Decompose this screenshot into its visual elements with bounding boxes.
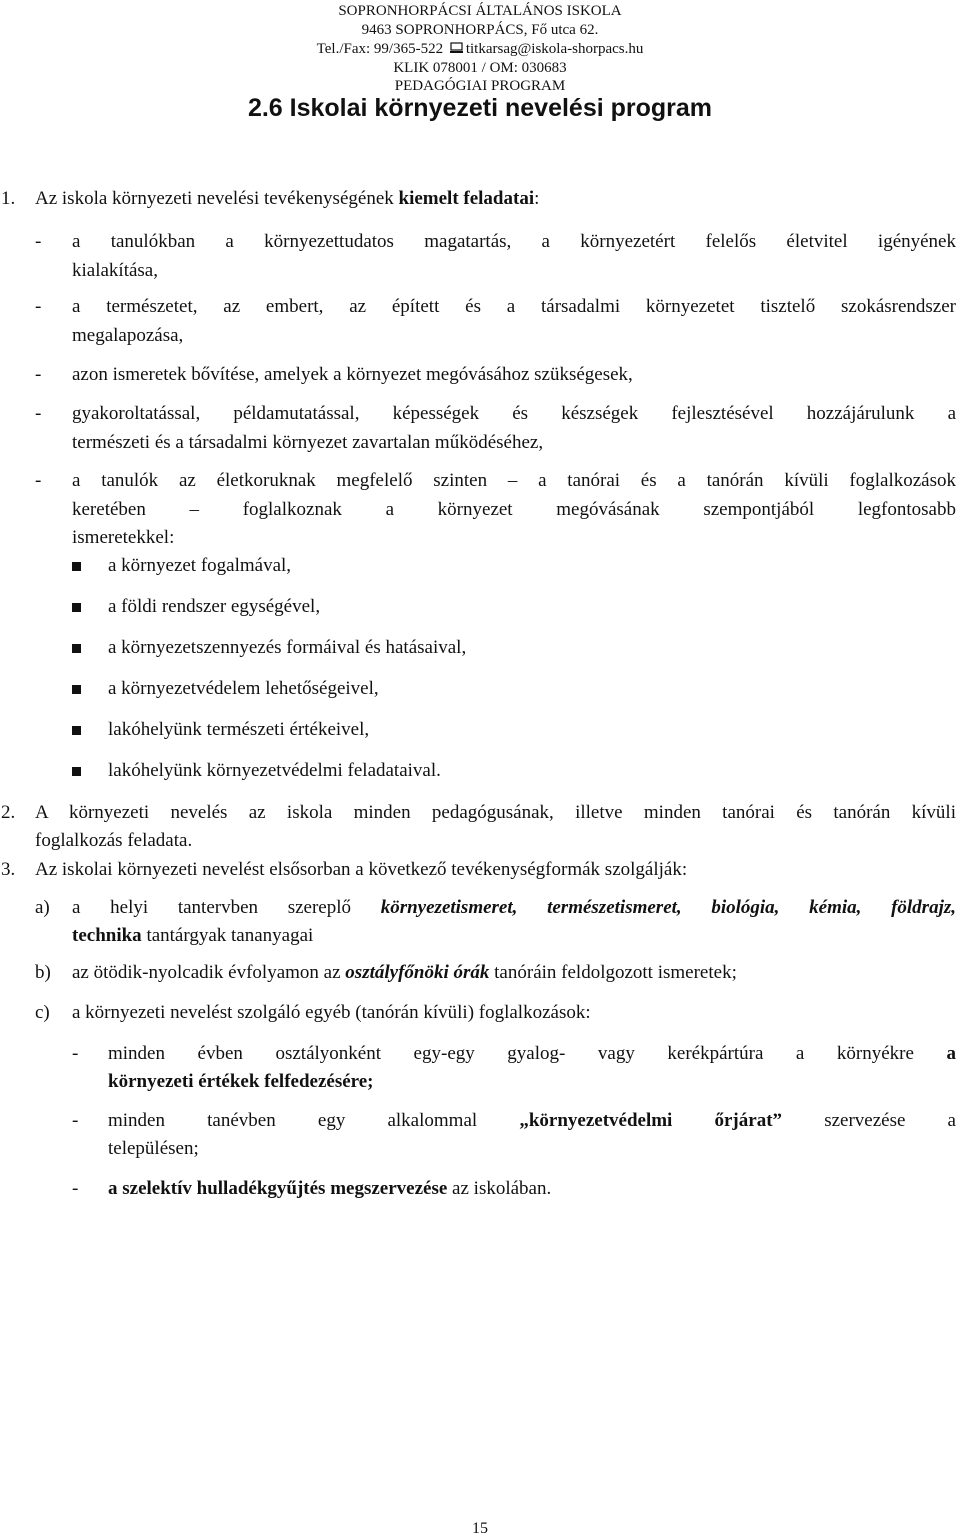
sub-item (72, 555, 292, 577)
bullet-2-line-2: megalapozása, (72, 325, 184, 346)
section-2-line-2: foglalkozás feladata. (35, 830, 193, 851)
item-b-label: b) (35, 962, 51, 983)
item-b-line (72, 962, 737, 984)
bullet-3: azon ismeretek bővítése, amelyek a környezet megóvásához szükségesek, (72, 364, 633, 385)
contact-phone: Tel./Fax: 99/365-522 (316, 41, 444, 57)
contact-email: titkarsag@iskola-shorpacs.hu (465, 41, 644, 57)
dash: - (72, 1110, 79, 1131)
school-ids: KLIK 078001 / OM: 030683 (393, 60, 567, 76)
item-c3-end: az iskolában. (447, 1178, 552, 1199)
section-2-line-1: A környezeti nevelés az iskola minden pedagógusának, illetve minden tanórai és tanórán kívüli (35, 802, 956, 823)
square-bullet-icon (72, 767, 81, 776)
section-1-intro-text: Az iskola környezeti nevelési tevékenységének (35, 188, 399, 209)
item-a-technika: technika (72, 925, 142, 946)
school-contact (0, 40, 960, 59)
bullet-4-line-1: gyakoroltatással, példamutatással, képességek és készségek fejlesztésével hozzájárulunk a (72, 403, 956, 424)
item-a-end: tantárgyak tananyagai (141, 925, 314, 946)
program-name: PEDAGÓGIAI PROGRAM (394, 78, 566, 94)
bullet-1-line-2: kialakítása, (72, 260, 158, 281)
bullet-5-line-3: ismeretekkel: (72, 527, 175, 548)
square-bullet-icon (72, 603, 81, 612)
item-c2-pre: minden tanévben egy alkalommal (108, 1110, 520, 1131)
item-c1-line-2 (108, 1071, 374, 1093)
item-c3-line (108, 1178, 551, 1200)
section-3-number: 3. (1, 859, 16, 880)
page-title: 2.6 Iskolai környezeti nevelési program (247, 94, 713, 122)
item-a-label: a) (35, 897, 50, 918)
item-a-subjects: környezetismeret, természetismeret, biológia, kémia, földrajz, (380, 897, 956, 918)
sub-item (72, 760, 441, 782)
sub-item-text: a környezetszennyezés formáival és hatásaival, (108, 637, 467, 658)
bullet-2-line-1: a természetet, az embert, az épített és a társadalmi környezetet tisztelő szokásrendszer (72, 296, 956, 317)
item-c-label: c) (35, 1002, 50, 1023)
sub-item (72, 637, 467, 659)
sub-item-text: a környezetvédelem lehetőségeivel, (108, 678, 379, 699)
square-bullet-icon (72, 562, 81, 571)
item-c1-bold-a: a (946, 1043, 956, 1064)
dash: - (35, 403, 42, 424)
dash: - (72, 1043, 79, 1064)
computer-icon (447, 41, 466, 57)
item-c1-line-1 (108, 1043, 956, 1065)
page-number: 15 (472, 1520, 488, 1537)
sub-item-text: a környezet fogalmával, (108, 555, 292, 576)
item-c2-line-2: településen; (108, 1138, 199, 1159)
item-c1-bold: környezeti értékek felfedezésére; (108, 1071, 374, 1092)
dash: - (35, 470, 42, 491)
section-1-number: 1. (1, 188, 16, 209)
item-c2-end: szervezése a (782, 1110, 956, 1131)
item-c-line: a környezeti nevelést szolgáló egyéb (tanórán kívüli) foglalkozások: (72, 1002, 591, 1023)
sub-item (72, 719, 370, 741)
sub-item (72, 596, 321, 618)
item-a-pre: a helyi tantervben szereplő (72, 897, 381, 918)
item-c2-bold: „környezetvédelmi őrjárat” (519, 1110, 783, 1131)
sub-item (72, 678, 379, 700)
item-b-emph: osztályfőnöki órák (345, 962, 490, 983)
square-bullet-icon (72, 726, 81, 735)
bullet-5-line-2: keretében – foglalkoznak a környezet megóvásának szempontjából legfontosabb (72, 499, 956, 520)
item-a-line-2 (72, 925, 313, 947)
section-3-intro: Az iskolai környezeti nevelést elsősorban a következő tevékenységformák szolgálják: (35, 859, 688, 880)
bullet-1-line-1: a tanulókban a környezettudatos magatartás, a környezetért felelős életvitel igényének (72, 231, 956, 252)
item-c2-line-1 (108, 1110, 956, 1132)
sub-item-text: a földi rendszer egységével, (108, 596, 321, 617)
square-bullet-icon (72, 685, 81, 694)
section-1-intro-bold: kiemelt feladatai (398, 188, 535, 209)
dash: - (35, 364, 42, 385)
item-a-line-1 (72, 897, 956, 919)
sub-item-text: lakóhelyünk természeti értékeivel, (108, 719, 370, 740)
section-1-intro-end: : (534, 188, 540, 209)
section-1-intro (35, 188, 539, 210)
dash: - (72, 1178, 79, 1199)
bullet-5-line-1: a tanulók az életkoruknak megfelelő szinten – a tanórai és a tanórán kívüli foglalkozások (72, 470, 956, 491)
item-c1-pre: minden évben osztályonként egy-egy gyalog- vagy kerékpártúra a környékre (108, 1043, 947, 1064)
dash: - (35, 296, 42, 317)
dash: - (35, 231, 42, 252)
bullet-4-line-2: természeti és a társadalmi környezet zavartalan működéséhez, (72, 432, 544, 453)
sub-item-text: lakóhelyünk környezetvédelmi feladataival. (108, 760, 441, 781)
item-b-pre: az ötödik-nyolcadik évfolyamon az (72, 962, 346, 983)
school-name: SOPRONHORPÁCSI ÁLTALÁNOS ISKOLA (338, 3, 622, 19)
item-b-end: tanóráin feldolgozott ismeretek; (489, 962, 737, 983)
section-2-number: 2. (1, 802, 16, 823)
item-c3-bold: a szelektív hulladékgyűjtés megszervezése (108, 1178, 448, 1199)
school-address: 9463 SOPRONHORPÁCS, Fő utca 62. (361, 22, 599, 38)
square-bullet-icon (72, 644, 81, 653)
